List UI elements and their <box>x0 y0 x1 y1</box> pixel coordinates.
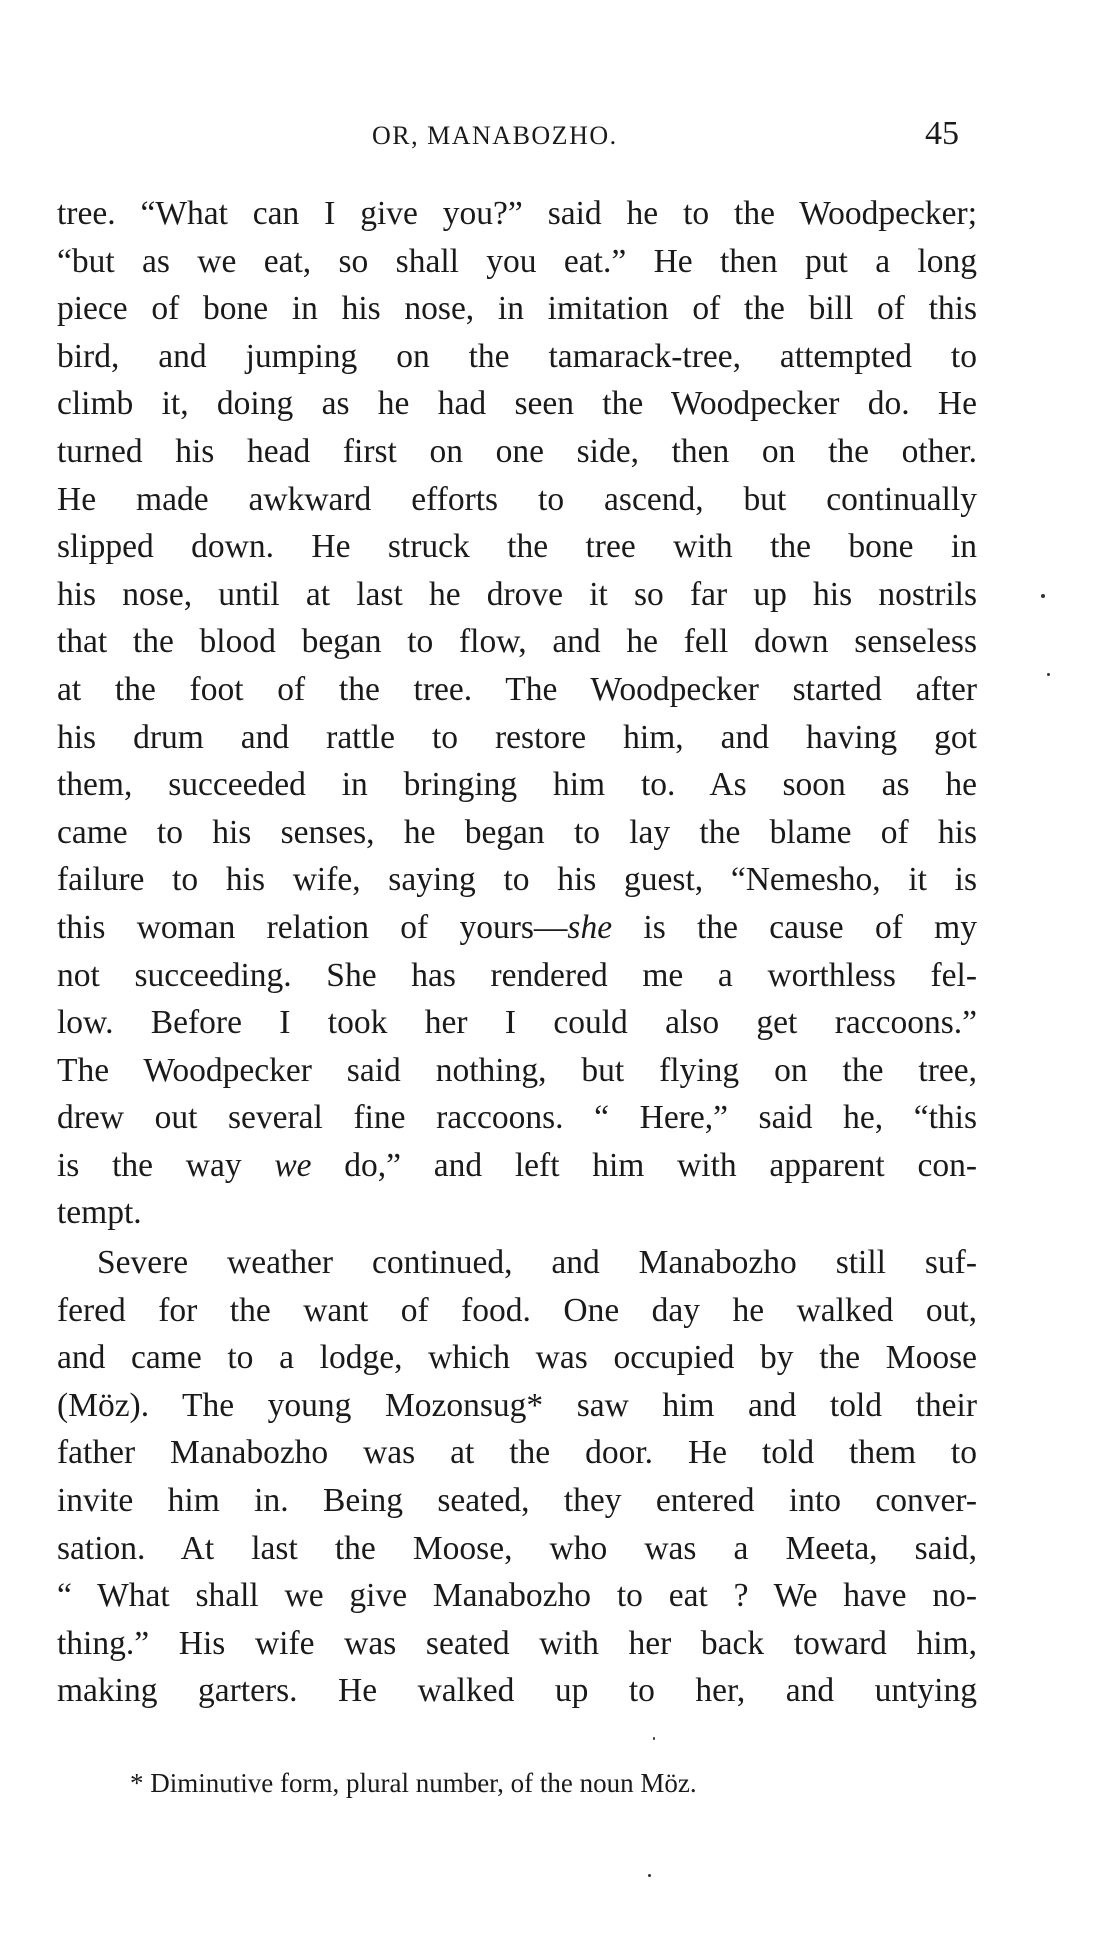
paper-speck <box>1041 594 1045 598</box>
text-line: “but as we eat, so shall you eat.” He then put a long <box>57 242 977 280</box>
text-line: his drum and rattle to restore him, and having got <box>57 718 977 756</box>
text-run: do,” and left him with apparent con- <box>311 1146 977 1184</box>
text-line: father Manabozho was at the door. He told them to <box>57 1434 977 1472</box>
italic-word: we <box>274 1146 312 1184</box>
text-line: thing.” His wife was seated with her back toward him, <box>57 1624 977 1662</box>
text-line-with-italic <box>57 1142 977 1190</box>
text-line: and came to a lodge, which was occupied by the Moose <box>57 1339 977 1377</box>
text-line: piece of bone in his nose, in imitation of the bill of this <box>57 290 977 328</box>
text-line-with-italic <box>57 904 977 952</box>
text-line: fered for the want of food. One day he walked out, <box>57 1291 977 1329</box>
text-line: not succeeding. She has rendered me a worthless fel- <box>57 956 977 994</box>
text-line: that the blood began to flow, and he fell down senseless <box>57 623 977 661</box>
text-line: bird, and jumping on the tamarack-tree, attempted to <box>57 337 977 375</box>
text-run: this woman relation of yours— <box>57 908 568 946</box>
running-title: OR, MANABOZHO. <box>372 121 618 150</box>
footnote: * Diminutive form, plural number, of the noun Möz. <box>130 1768 697 1798</box>
text-line: sation. At last the Moose, who was a Meeta, said, <box>57 1529 977 1567</box>
text-line: climb it, doing as he had seen the Woodpecker do. He <box>57 385 977 423</box>
italic-word: she <box>567 908 613 946</box>
text-line: his nose, until at last he drove it so far up his nostrils <box>57 575 977 613</box>
text-line: turned his head first on one side, then on the other. <box>57 432 977 470</box>
text-line: tree. “What can I give you?” said he to the Woodpecker; <box>57 195 977 232</box>
running-header <box>0 116 1099 156</box>
text-line: “ What shall we give Manabozho to eat ? We have no- <box>57 1577 977 1615</box>
paper-speck <box>648 1874 651 1877</box>
paper-speck <box>653 1737 655 1740</box>
body-text <box>57 190 977 1715</box>
text-line: He made awkward efforts to ascend, but continually <box>57 480 977 518</box>
text-line: at the foot of the tree. The Woodpecker started after <box>57 670 977 708</box>
text-run: is the way <box>57 1146 275 1184</box>
text-line: low. Before I took her I could also get raccoons.” <box>57 1004 977 1042</box>
paragraph-2 <box>57 1239 977 1715</box>
text-line: making garters. He walked up to her, and untying <box>57 1672 977 1710</box>
text-line: invite him in. Being seated, they entered into conver- <box>57 1482 977 1520</box>
text-line: Severe weather continued, and Manabozho still suf- <box>97 1244 977 1282</box>
text-line: tempt. <box>57 1194 142 1232</box>
page-number: 45 <box>925 115 959 152</box>
text-line: them, succeeded in bringing him to. As soon as he <box>57 766 977 804</box>
text-run: is the cause of my <box>612 908 977 946</box>
paragraph-1 <box>57 190 977 1237</box>
text-line: failure to his wife, saying to his guest, “Nemesho, it is <box>57 861 977 899</box>
text-line: (Möz). The young Mozonsug* saw him and told their <box>57 1386 977 1424</box>
paper-speck <box>1047 673 1050 676</box>
text-line: The Woodpecker said nothing, but flying on the tree, <box>57 1051 977 1089</box>
text-line: slipped down. He struck the tree with the bone in <box>57 528 977 566</box>
text-line: came to his senses, he began to lay the blame of his <box>57 813 977 851</box>
text-line: drew out several fine raccoons. “ Here,” said he, “this <box>57 1099 977 1137</box>
